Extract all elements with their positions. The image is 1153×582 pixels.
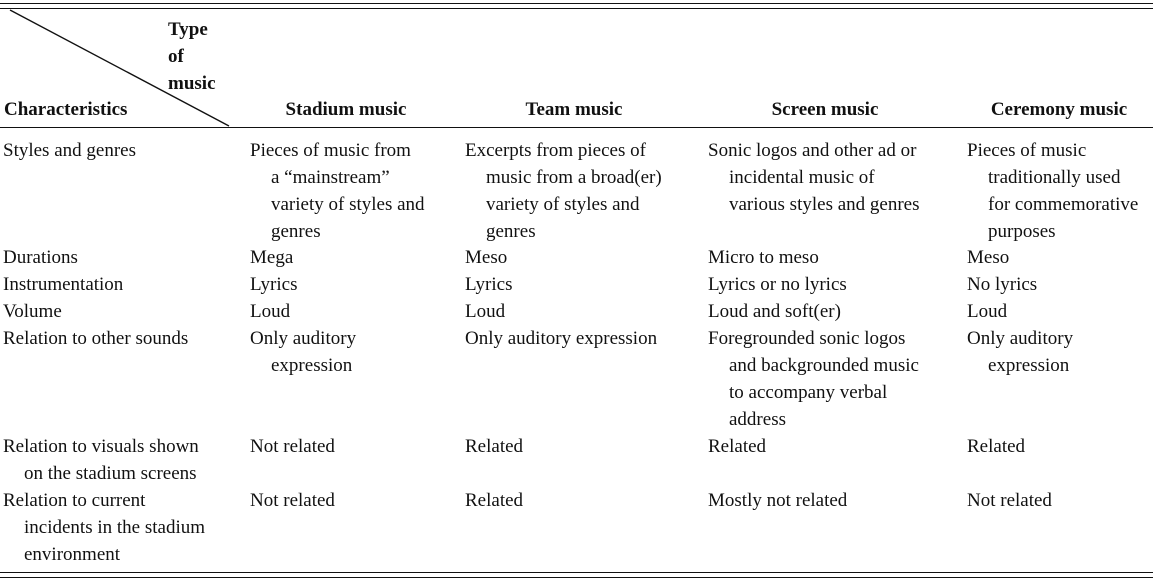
column-header-team-music: Team music bbox=[525, 99, 623, 120]
cell-line: Loud bbox=[250, 301, 291, 322]
table-cell-team-music bbox=[465, 271, 513, 298]
table-cell-ceremony-music bbox=[967, 271, 1037, 298]
row-label bbox=[3, 271, 123, 298]
cell-line: Related bbox=[465, 490, 524, 511]
row-label-line: on the stadium screens bbox=[24, 463, 197, 484]
table-cell-screen-music bbox=[708, 433, 766, 460]
cell-line: address bbox=[729, 409, 786, 430]
table-cell-stadium-music bbox=[250, 244, 293, 271]
table-cell-ceremony-music bbox=[967, 298, 1007, 325]
row-label bbox=[3, 298, 62, 325]
row-label-line: Relation to visuals shown bbox=[3, 436, 199, 457]
cell-line: Excerpts from pieces of bbox=[465, 140, 646, 161]
cell-line: Loud bbox=[967, 301, 1008, 322]
cell-line: Not related bbox=[250, 490, 335, 511]
table-cell-stadium-music bbox=[250, 487, 335, 514]
cell-line: music from a broad(er) bbox=[486, 167, 662, 188]
cell-line: genres bbox=[486, 221, 536, 242]
table-cell-ceremony-music bbox=[967, 433, 1025, 460]
table-cell-screen-music bbox=[708, 271, 847, 298]
cell-line: Related bbox=[465, 436, 524, 457]
cell-line: variety of styles and bbox=[486, 194, 640, 215]
cell-line: Loud and soft(er) bbox=[708, 301, 841, 322]
row-label bbox=[3, 325, 188, 352]
cell-line: purposes bbox=[988, 221, 1056, 242]
cell-line: Mega bbox=[250, 247, 294, 268]
cell-line: expression bbox=[271, 355, 353, 376]
table-cell-team-music bbox=[465, 137, 662, 245]
column-header-ceremony-music: Ceremony music bbox=[990, 99, 1128, 120]
cell-line: Related bbox=[708, 436, 767, 457]
column-header-screen-music: Screen music bbox=[771, 99, 879, 120]
cell-line: Not related bbox=[250, 436, 335, 457]
bottom-rule bbox=[0, 572, 1153, 573]
corner-characteristics-label: Characteristics bbox=[4, 99, 128, 120]
row-label-line: incidents in the stadium bbox=[24, 517, 206, 538]
cell-line: Pieces of music from bbox=[250, 140, 411, 161]
table-cell-stadium-music bbox=[250, 137, 425, 245]
row-label bbox=[3, 137, 136, 164]
cell-line: a “mainstream” bbox=[271, 167, 390, 188]
cell-line: Only auditory bbox=[967, 328, 1074, 349]
row-label-line: environment bbox=[24, 544, 121, 565]
table-cell-screen-music bbox=[708, 487, 847, 514]
bottom-rule-inner bbox=[0, 577, 1153, 578]
cell-line: Related bbox=[967, 436, 1026, 457]
cell-line: No lyrics bbox=[967, 274, 1038, 295]
row-label-line: Volume bbox=[3, 301, 62, 322]
table-cell-team-music bbox=[465, 298, 505, 325]
cell-line: Sonic logos and other ad or bbox=[708, 140, 917, 161]
table-cell-stadium-music bbox=[250, 271, 298, 298]
cell-line: Not related bbox=[967, 490, 1052, 511]
cell-line: Meso bbox=[967, 247, 1010, 268]
cell-line: Mostly not related bbox=[708, 490, 848, 511]
cell-line: Foregrounded sonic logos bbox=[708, 328, 906, 349]
cell-line: incidental music of bbox=[729, 167, 875, 188]
cell-line: Loud bbox=[465, 301, 506, 322]
table-cell-stadium-music bbox=[250, 433, 335, 460]
row-label bbox=[3, 433, 199, 487]
cell-line: traditionally used bbox=[988, 167, 1121, 188]
cell-line: variety of styles and bbox=[271, 194, 425, 215]
table-cell-screen-music bbox=[708, 325, 919, 433]
cell-line: Only auditory bbox=[250, 328, 357, 349]
table-cell-screen-music bbox=[708, 298, 841, 325]
table-cell-screen-music bbox=[708, 244, 819, 271]
table-cell-team-music bbox=[465, 244, 507, 271]
cell-line: genres bbox=[271, 221, 321, 242]
row-label-line: Instrumentation bbox=[3, 274, 124, 295]
row-label-line: Relation to current bbox=[3, 490, 146, 511]
table-cell-ceremony-music bbox=[967, 137, 1138, 245]
cell-line: Meso bbox=[465, 247, 508, 268]
row-label-line: Styles and genres bbox=[3, 140, 136, 161]
corner-type-of-music-label bbox=[150, 16, 243, 97]
row-label bbox=[3, 244, 78, 271]
cell-line: various styles and genres bbox=[729, 194, 920, 215]
table-cell-ceremony-music bbox=[967, 487, 1052, 514]
cell-line: Pieces of music bbox=[967, 140, 1087, 161]
table-cell-stadium-music bbox=[250, 325, 356, 379]
row-label-line: Durations bbox=[3, 247, 78, 268]
cell-line: for commemorative bbox=[988, 194, 1139, 215]
corner-type-line: of bbox=[168, 46, 184, 67]
table-cell-ceremony-music bbox=[967, 244, 1009, 271]
cell-line: Lyrics bbox=[250, 274, 298, 295]
cell-line: expression bbox=[988, 355, 1070, 376]
table-cell-team-music bbox=[465, 325, 657, 352]
top-rule bbox=[0, 3, 1153, 4]
table-cell-team-music bbox=[465, 487, 523, 514]
header-rule bbox=[0, 127, 1153, 128]
row-label bbox=[3, 487, 205, 568]
table-cell-ceremony-music bbox=[967, 325, 1073, 379]
cell-line: and backgrounded music bbox=[729, 355, 919, 376]
cell-line: to accompany verbal bbox=[729, 382, 888, 403]
cell-line: Micro to meso bbox=[708, 247, 819, 268]
table-cell-team-music bbox=[465, 433, 523, 460]
row-label-line: Relation to other sounds bbox=[3, 328, 189, 349]
cell-line: Lyrics or no lyrics bbox=[708, 274, 847, 295]
column-header-stadium-music: Stadium music bbox=[285, 99, 407, 120]
corner-type-line: music bbox=[168, 73, 216, 94]
corner-type-line: Type bbox=[168, 19, 208, 40]
table-cell-screen-music bbox=[708, 137, 919, 218]
table-cell-stadium-music bbox=[250, 298, 290, 325]
cell-line: Lyrics bbox=[465, 274, 513, 295]
cell-line: Only auditory expression bbox=[465, 328, 658, 349]
